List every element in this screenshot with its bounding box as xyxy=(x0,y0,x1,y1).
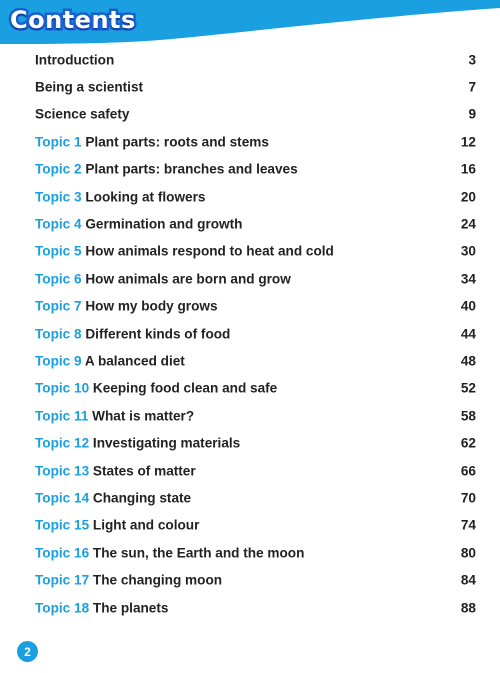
topic-label: Topic 17 xyxy=(35,572,90,588)
entry-title: How animals are born and grow xyxy=(85,271,291,287)
toc-entry-text xyxy=(35,271,291,286)
toc-entry-text xyxy=(35,162,298,177)
toc-entry-text xyxy=(35,573,222,588)
table-of-contents xyxy=(0,46,500,621)
page-number: 9 xyxy=(468,106,476,122)
toc-entry-text xyxy=(35,545,304,560)
entry-title: The planets xyxy=(92,600,169,615)
topic-label: Topic 15 xyxy=(35,517,90,533)
topic-label: Topic 1 xyxy=(35,134,82,150)
toc-entry-text xyxy=(35,189,205,204)
toc-entry[interactable] xyxy=(0,566,500,593)
entry-title: The changing moon xyxy=(92,572,223,588)
toc-entry[interactable] xyxy=(0,539,500,566)
toc-entry[interactable] xyxy=(0,429,500,456)
toc-entry-text xyxy=(35,436,240,451)
topic-label: Topic 11 xyxy=(35,408,89,424)
entry-title: What is matter? xyxy=(92,408,195,424)
toc-entry[interactable] xyxy=(0,320,500,347)
toc-entry-text xyxy=(35,134,269,149)
toc-entry[interactable] xyxy=(0,347,500,374)
page-number: 16 xyxy=(460,161,476,177)
entry-title: Plant parts: branches and leaves xyxy=(85,161,298,177)
toc-entry-text xyxy=(35,353,185,368)
entry-title: Light and colour xyxy=(92,517,200,533)
toc-entry-text xyxy=(35,381,277,396)
topic-label: Topic 8 xyxy=(35,326,82,342)
entry-title: Looking at flowers xyxy=(85,189,206,205)
entry-title: Different kinds of food xyxy=(85,326,231,342)
toc-entry-text xyxy=(35,80,143,95)
toc-entry[interactable] xyxy=(0,594,500,621)
page-number: 44 xyxy=(460,326,476,342)
toc-entry-text xyxy=(35,408,194,423)
page-number: 74 xyxy=(460,517,476,533)
toc-entry-text xyxy=(35,600,168,615)
toc-entry[interactable] xyxy=(0,73,500,100)
topic-label: Topic 9 xyxy=(35,353,82,369)
topic-label: Topic 5 xyxy=(35,243,82,259)
entry-title: Introduction xyxy=(35,52,115,68)
toc-entry[interactable] xyxy=(0,101,500,128)
topic-label: Topic 6 xyxy=(35,271,82,287)
topic-label: Topic 14 xyxy=(35,490,90,506)
entry-title: How animals respond to heat and cold xyxy=(85,243,334,259)
toc-entry-text xyxy=(35,217,242,232)
toc-entry-text xyxy=(35,299,218,314)
page-number: 12 xyxy=(460,134,476,150)
toc-entry[interactable] xyxy=(0,484,500,511)
page-number-badge: 2 xyxy=(17,641,38,662)
entry-title: Changing state xyxy=(92,490,192,506)
page-number: 7 xyxy=(468,79,476,95)
page-number: 62 xyxy=(460,435,476,451)
entry-title: Science safety xyxy=(35,106,130,122)
toc-entry[interactable] xyxy=(0,265,500,292)
entry-title: Investigating materials xyxy=(92,435,241,451)
toc-entry[interactable] xyxy=(0,512,500,539)
page-number: 3 xyxy=(468,52,476,68)
page-number: 58 xyxy=(460,408,476,424)
page-number: 34 xyxy=(460,271,476,287)
page-number: 30 xyxy=(460,243,476,259)
entry-title: A balanced diet xyxy=(84,353,185,369)
toc-entry-text xyxy=(35,52,114,67)
page-number: 48 xyxy=(460,353,476,369)
entry-title: How my body grows xyxy=(85,298,218,314)
page-number: 66 xyxy=(460,463,476,479)
page-number: 40 xyxy=(460,298,476,314)
toc-entry[interactable] xyxy=(0,457,500,484)
toc-entry[interactable] xyxy=(0,238,500,265)
topic-label: Topic 16 xyxy=(35,545,90,561)
toc-entry-text xyxy=(35,107,129,122)
toc-entry[interactable] xyxy=(0,156,500,183)
page-number: 52 xyxy=(460,380,476,396)
toc-entry-text xyxy=(35,518,199,533)
toc-entry-text xyxy=(35,326,230,341)
toc-entry[interactable] xyxy=(0,46,500,73)
topic-label: Topic 2 xyxy=(35,161,82,177)
page-title: Contents xyxy=(10,6,136,34)
page-number: 84 xyxy=(460,572,476,588)
topic-label: Topic 12 xyxy=(35,435,90,451)
entry-title: Keeping food clean and safe xyxy=(92,380,278,396)
toc-entry[interactable] xyxy=(0,183,500,210)
topic-label: Topic 10 xyxy=(35,380,90,396)
topic-label: Topic 13 xyxy=(35,463,90,479)
toc-entry[interactable] xyxy=(0,128,500,155)
toc-entry[interactable] xyxy=(0,375,500,402)
entry-title: Germination and growth xyxy=(85,216,243,232)
toc-entry[interactable] xyxy=(0,210,500,237)
entry-title: Being a scientist xyxy=(35,79,144,95)
page-number: 70 xyxy=(460,490,476,506)
entry-title: Plant parts: roots and stems xyxy=(85,134,269,150)
toc-entry-text xyxy=(35,490,191,505)
topic-label: Topic 4 xyxy=(35,216,82,232)
topic-label: Topic 3 xyxy=(35,189,82,205)
toc-entry-text xyxy=(35,463,196,478)
entry-title: States of matter xyxy=(92,463,196,479)
topic-label: Topic 18 xyxy=(35,600,90,615)
page-number: 20 xyxy=(460,189,476,205)
toc-entry-text xyxy=(35,244,334,259)
page-number: 24 xyxy=(460,216,476,232)
header-banner xyxy=(0,0,500,44)
page-number: 80 xyxy=(460,545,476,561)
entry-title: The sun, the Earth and the moon xyxy=(92,545,305,561)
topic-label: Topic 7 xyxy=(35,298,82,314)
toc-entry[interactable] xyxy=(0,402,500,429)
toc-entry[interactable] xyxy=(0,293,500,320)
page-number: 88 xyxy=(460,600,476,615)
